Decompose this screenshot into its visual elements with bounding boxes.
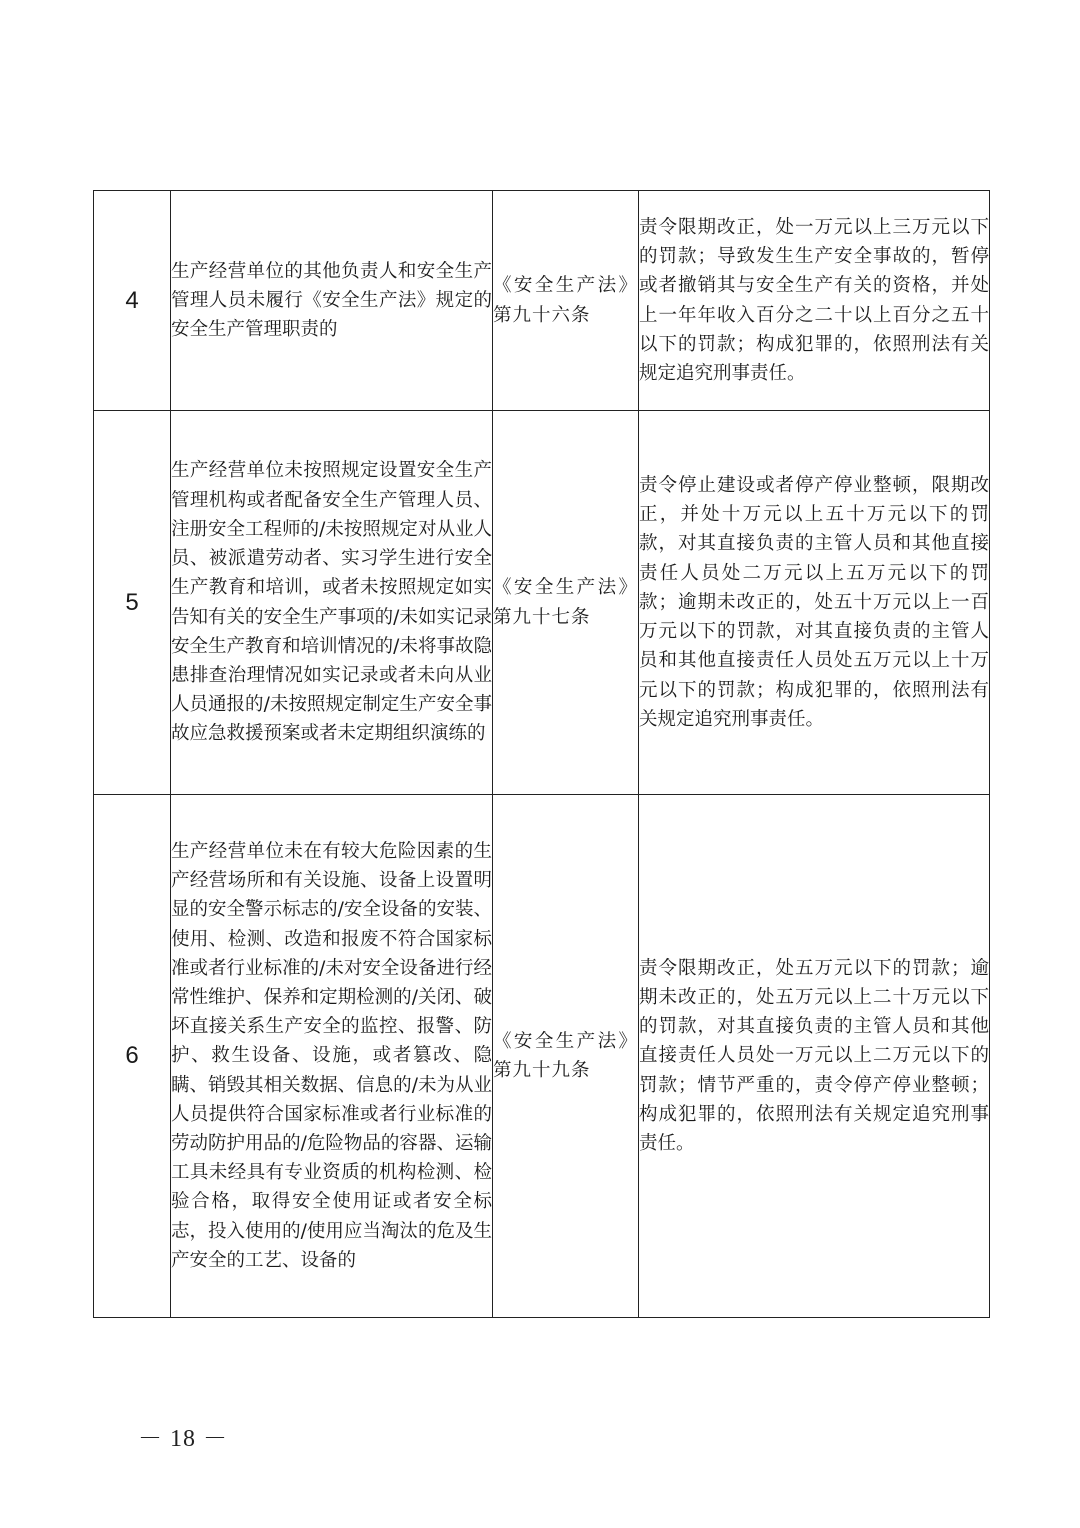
penalty-description: 责令限期改正，处一万元以上三万元以下的罚款；导致发生生产安全事故的，暂停或者撤销其与安全生产有关的资格，并处上一年年收入百分之二十以上百分之五十以下的罚款；构成犯罪的，依照刑法有关规定追究刑事责任。 xyxy=(639,191,990,411)
penalty-description: 责令限期改正，处五万元以下的罚款；逾期未改正的，处五万元以上二十万元以下的罚款，对其直接负责的主管人员和其他直接责任人员处一万元以上二万元以下的罚款；情节严重的，责令停产停业整顿；构成犯罪的，依照刑法有关规定追究刑事责任。 xyxy=(639,795,990,1318)
violation-description: 生产经营单位未按照规定设置安全生产管理机构或者配备安全生产管理人员、注册安全工程师的/未按照规定对从业人员、被派遣劳动者、实习学生进行安全生产教育和培训，或者未按照规定如实告知有关的安全生产事项的/未如实记录安全生产教育和培训情况的/未将事故隐患排查治理情况如实记录或者未向从业人员通报的/未按照规定制定生产安全事故应急救援预案或者未定期组织演练的 xyxy=(171,411,493,795)
legal-basis: 《安全生产法》第九十九条 xyxy=(493,795,639,1318)
table-row xyxy=(94,795,990,1318)
legal-basis: 《安全生产法》第九十七条 xyxy=(493,411,639,795)
table-row xyxy=(94,191,990,411)
penalty-table xyxy=(93,190,990,1318)
violation-description: 生产经营单位的其他负责人和安全生产管理人员未履行《安全生产法》规定的安全生产管理职责的 xyxy=(171,191,493,411)
violation-description: 生产经营单位未在有较大危险因素的生产经营场所和有关设施、设备上设置明显的安全警示标志的/安全设备的安装、使用、检测、改造和报废不符合国家标准或者行业标准的/未对安全设备进行经常性维护、保养和定期检测的/关闭、破坏直接关系生产安全的监控、报警、防护、救生设备、设施，或者篡改、隐瞒、销毁其相关数据、信息的/未为从业人员提供符合国家标准或者行业标准的劳动防护用品的/危险物品的容器、运输工具未经具有专业资质的机构检测、检验合格，取得安全使用证或者安全标志，投入使用的/使用应当淘汰的危及生产安全的工艺、设备的 xyxy=(171,795,493,1318)
row-number: 5 xyxy=(94,411,171,795)
page-number: － 18 － xyxy=(138,1426,228,1452)
penalty-description: 责令停止建设或者停产停业整顿，限期改正，并处十万元以上五十万元以下的罚款，对其直接负责的主管人员和其他直接责任人员处二万元以上五万元以下的罚款；逾期未改正的，处五十万元以上一百万元以下的罚款，对其直接负责的主管人员和其他直接责任人员处五万元以上十万元以下的罚款；构成犯罪的，依照刑法有关规定追究刑事责任。 xyxy=(639,411,990,795)
row-number: 4 xyxy=(94,191,171,411)
table-row xyxy=(94,411,990,795)
row-number: 6 xyxy=(94,795,171,1318)
legal-basis: 《安全生产法》第九十六条 xyxy=(493,191,639,411)
